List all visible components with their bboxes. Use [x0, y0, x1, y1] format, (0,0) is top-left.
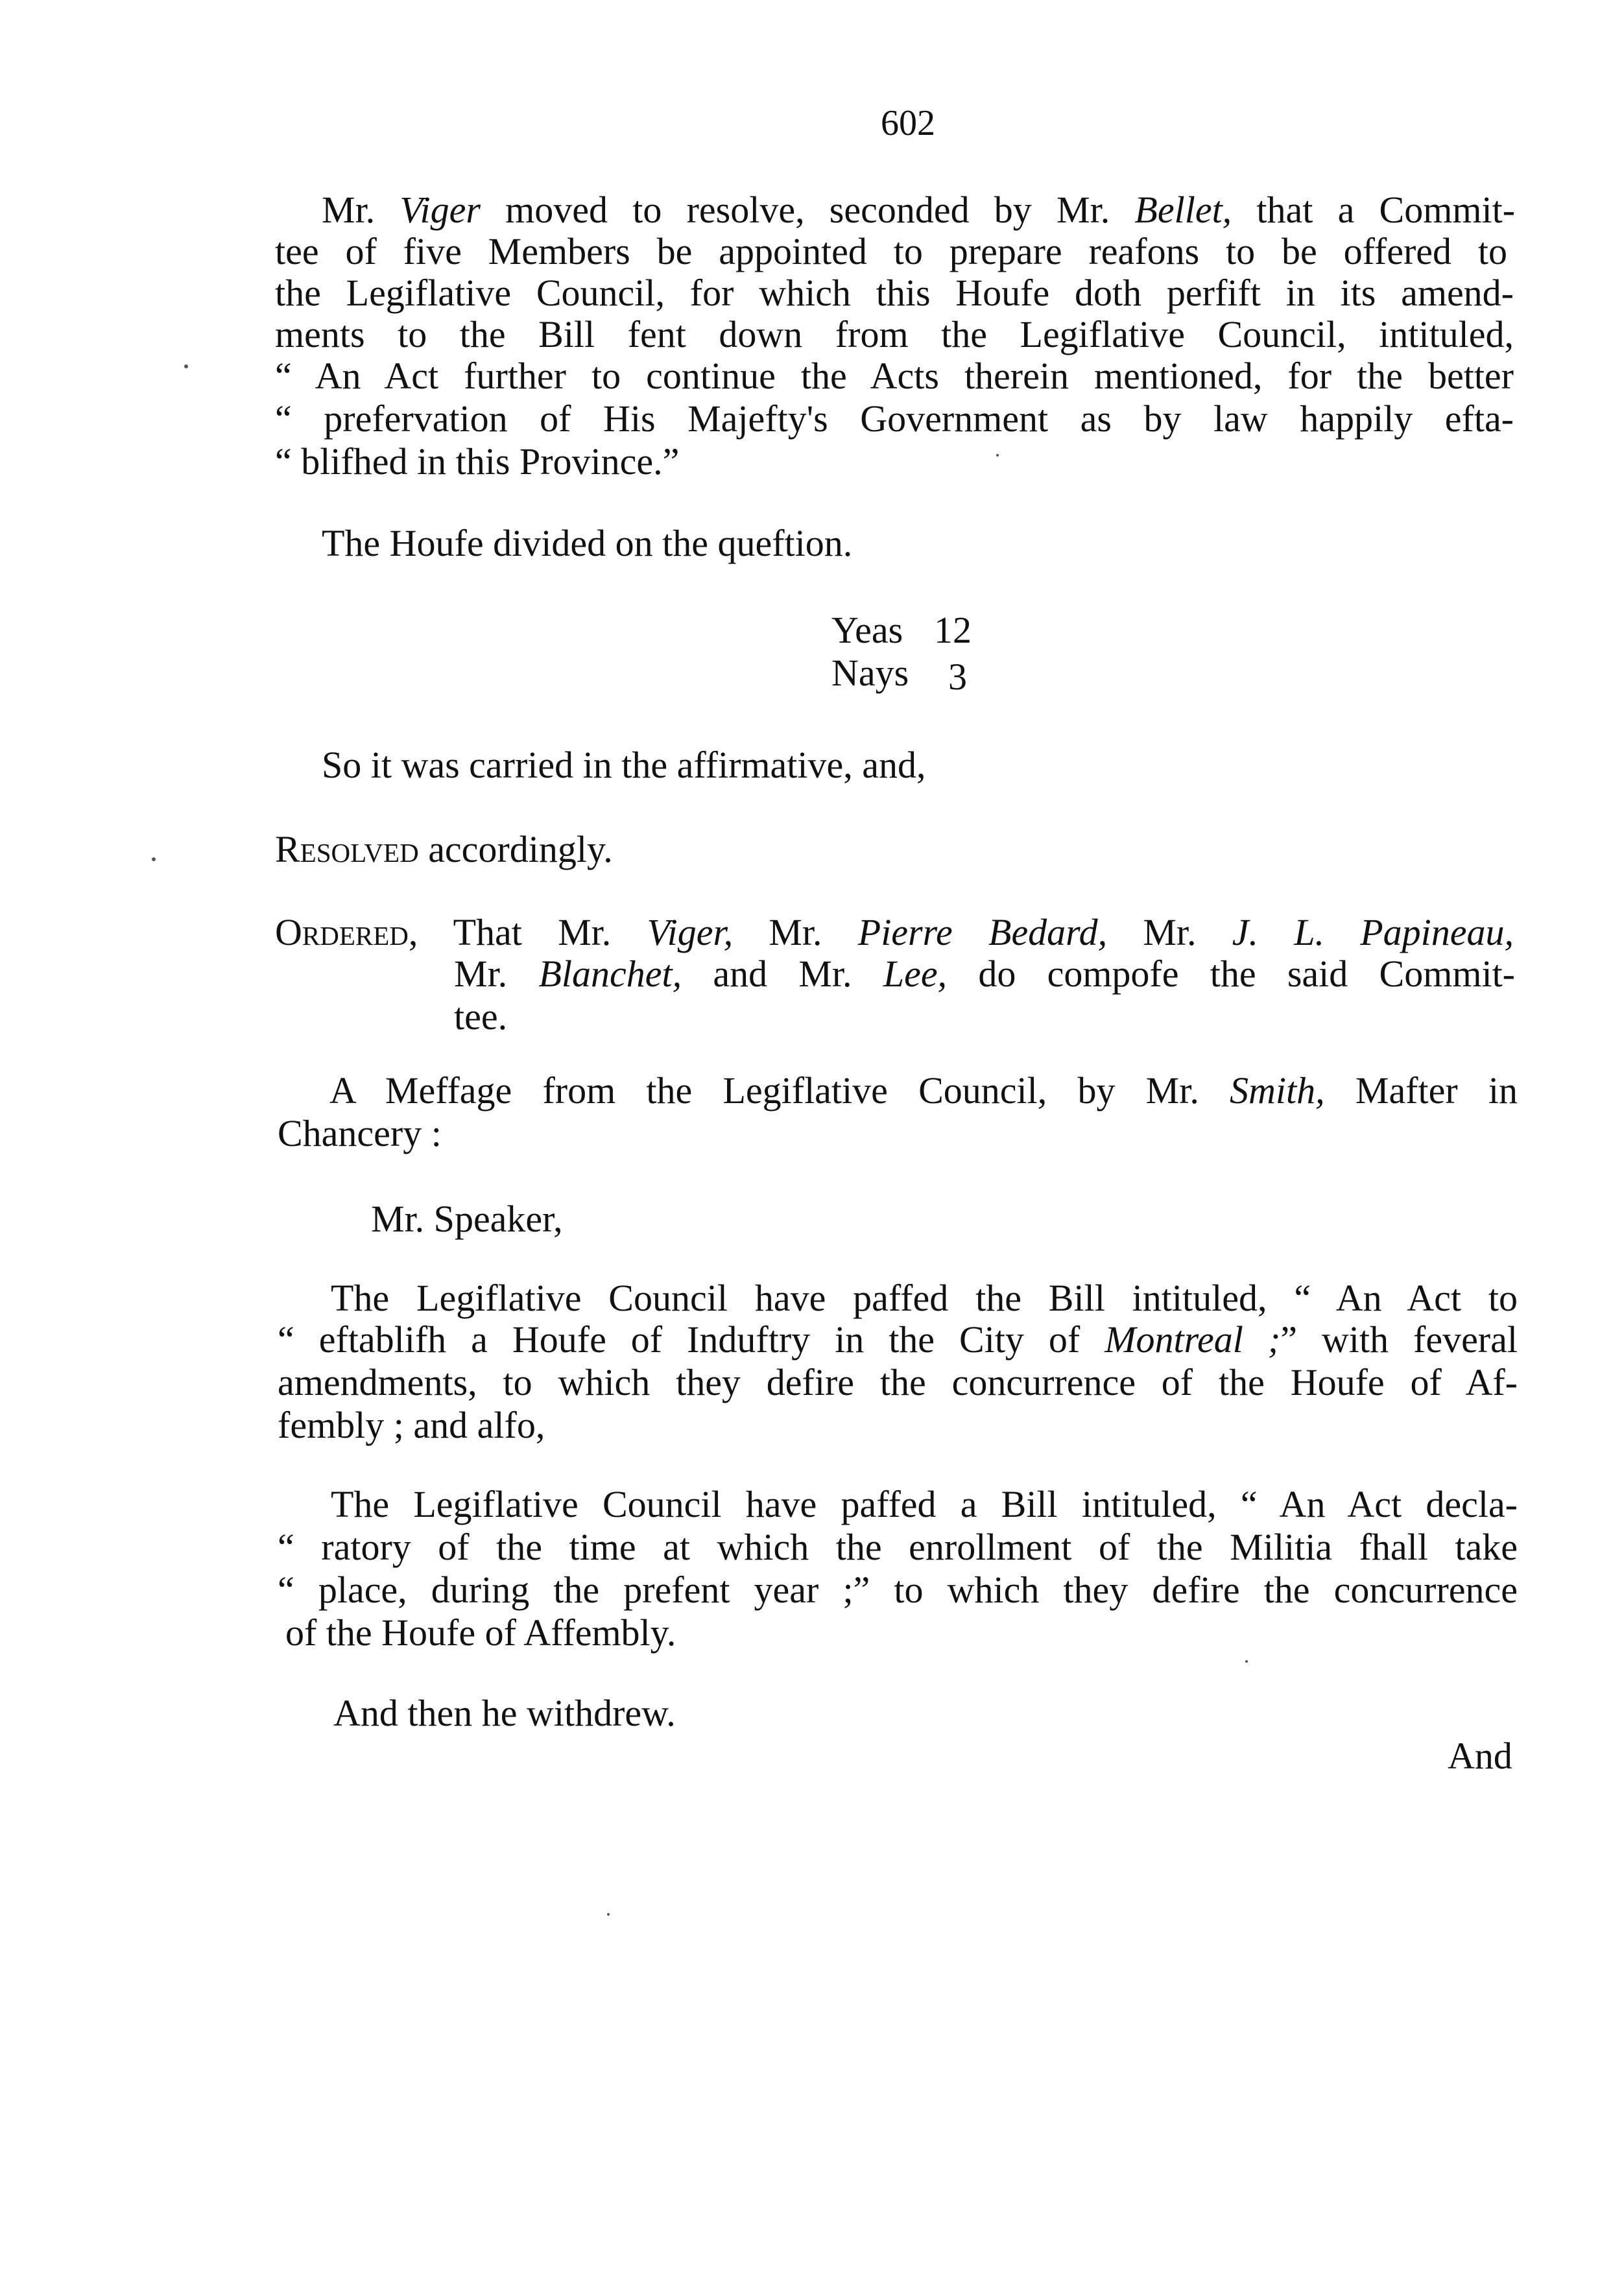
para1-line-4: ments to the Bill fent down from the Legiflative Council, intituled, [275, 313, 1514, 355]
para1-line-7: “ blifhed in this Province.” [275, 440, 680, 482]
catchword: And [1448, 1735, 1512, 1777]
scan-speck [996, 454, 999, 457]
para1-line-5: “ An Act further to continue the Acts therein mentioned, for the better [275, 355, 1514, 397]
para1-line-3: the Legiflative Council, for which this Houfe doth perfift in its amend- [275, 272, 1514, 314]
yeas-label: Yeas [831, 609, 903, 651]
scan-speck [607, 1913, 610, 1916]
para2-line-2: “ eftablifh a Houfe of Induftry in the City of Montreal ;” with feveral [278, 1318, 1518, 1361]
nays-count: 3 [948, 656, 967, 698]
salutation: Mr. Speaker, [371, 1198, 563, 1240]
para2-line-3: amendments, to which they defire the concurrence of the Houfe of Af- [278, 1361, 1518, 1403]
para1-line-1: Mr. Viger moved to resolve, seconded by Mr. Bellet, that a Commit- [322, 189, 1516, 231]
para2-line-1: The Legiflative Council have paffed the Bill intituled, “ An Act to [331, 1277, 1518, 1319]
message-line-2: Chancery : [278, 1112, 442, 1154]
para3-line-1: The Legiflative Council have paffed a Bill intituled, “ An Act decla- [331, 1483, 1518, 1525]
ordered-label: Ordered, [275, 911, 418, 953]
para1-line-2: tee of five Members be appointed to prepare reafons to be offered to [275, 230, 1507, 272]
para3-line-3: “ place, during the prefent year ;” to which they defire the concurrence [278, 1569, 1518, 1611]
para3-line-2: “ ratory of the time at which the enrollment of the Militia fhall take [278, 1526, 1518, 1568]
yeas-count: 12 [934, 609, 972, 651]
nays-label: Nays [831, 652, 909, 694]
ordered-line-2: Mr. Blanchet, and Mr. Lee, do compofe the said Commit- [454, 953, 1515, 995]
carried-line: So it was carried in the affirmative, and, [322, 744, 926, 786]
resolved-line: Resolved accordingly. [275, 828, 613, 870]
para2-line-4: fembly ; and alfo, [278, 1404, 545, 1446]
resolved-label: Resolved [275, 828, 419, 870]
page-number: 602 [881, 103, 935, 143]
division-line: The Houfe divided on the queftion. [322, 522, 853, 564]
ordered-line-1: Ordered, That Mr. Viger, Mr. Pierre Bedard, Mr. J. L. Papineau, [275, 911, 1514, 953]
withdrew-line: And then he withdrew. [333, 1692, 676, 1734]
scan-speck [152, 857, 156, 861]
scan-speck [1245, 1660, 1248, 1663]
ordered-line-3: tee. [454, 995, 508, 1038]
para3-line-4: of the Houfe of Affembly. [285, 1612, 676, 1654]
scan-speck [184, 364, 188, 368]
para1-line-6: “ prefervation of His Majefty's Government as by law happily efta- [275, 398, 1514, 440]
message-line-1: A Meffage from the Legiflative Council, by Mr. Smith, Mafter in [329, 1069, 1518, 1112]
